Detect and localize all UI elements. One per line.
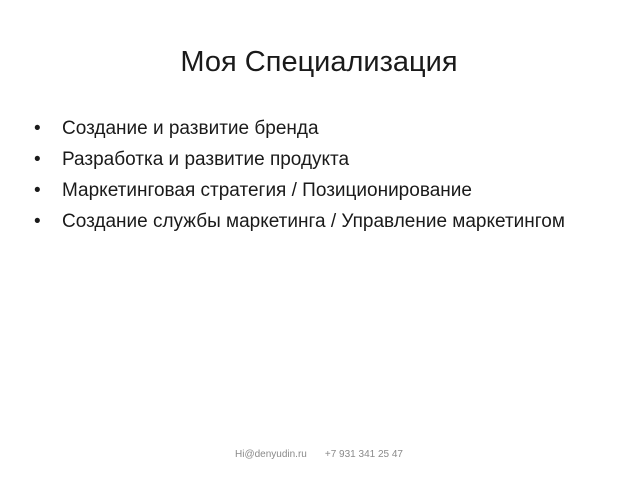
- bullet-marker: •: [34, 211, 41, 232]
- bullet-list: [32, 116, 592, 240]
- bullet-item: [32, 147, 592, 173]
- bullet-marker: •: [34, 180, 41, 201]
- bullet-text: Разработка и развитие продукта: [62, 149, 350, 170]
- footer-phone[interactable]: +7 931 341 25 47: [324, 449, 403, 460]
- footer-email[interactable]: Hi@denyudin.ru: [235, 449, 307, 460]
- footer-contacts: [0, 448, 638, 462]
- bullet-text: Маркетинговая стратегия / Позиционирование: [62, 180, 472, 201]
- bullet-item: [32, 209, 592, 235]
- bullet-text: Создание службы маркетинга / Управление маркетингом: [62, 211, 565, 232]
- bullet-item: [32, 178, 592, 204]
- bullet-marker: •: [34, 149, 41, 170]
- slide-title: Моя Специализация: [180, 46, 458, 78]
- bullet-item: [32, 116, 592, 142]
- bullet-text: Создание и развитие бренда: [62, 118, 319, 139]
- bullet-marker: •: [34, 118, 41, 139]
